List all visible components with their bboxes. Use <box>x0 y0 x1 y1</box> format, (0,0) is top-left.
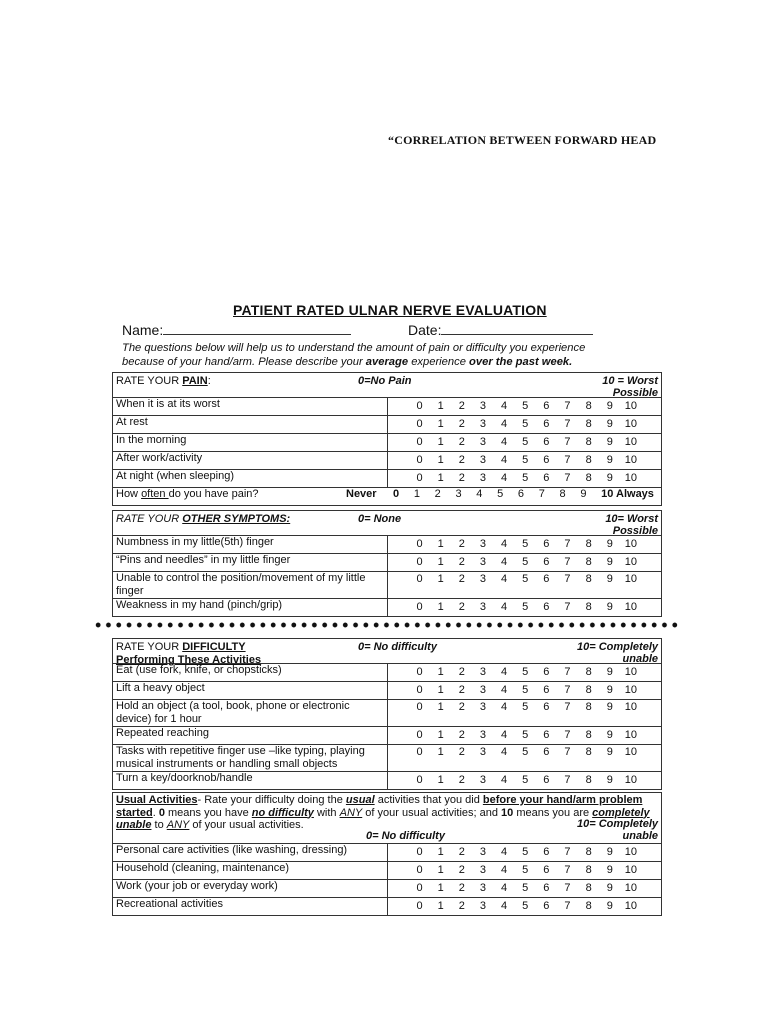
rating-option[interactable]: 5 <box>522 746 529 758</box>
rating-option[interactable]: 10 <box>624 729 638 741</box>
rating-option[interactable]: 2 <box>458 729 465 741</box>
difficulty-rating-scale <box>388 746 662 759</box>
rating-option[interactable]: 1 <box>437 684 444 696</box>
pain-row-label: In the morning <box>113 434 388 452</box>
rating-option[interactable]: 5 <box>522 573 529 585</box>
rating-option[interactable]: 9 <box>606 746 613 758</box>
pain-high-anchor: 10 = Worst Possible <box>602 375 658 399</box>
rating-option[interactable]: 9 <box>606 774 613 786</box>
pain-row <box>113 470 662 488</box>
rating-option[interactable]: 3 <box>479 400 486 412</box>
rating-option[interactable]: 10 <box>624 436 638 448</box>
rating-option[interactable]: 3 <box>479 900 486 912</box>
frequency-option[interactable]: 8 <box>559 488 566 500</box>
rating-option[interactable]: 8 <box>585 573 592 585</box>
rating-option[interactable]: 1 <box>437 418 444 430</box>
symptom-rating-scale <box>388 538 662 551</box>
rating-option[interactable]: 0 <box>416 666 423 678</box>
rating-option[interactable]: 8 <box>585 846 592 858</box>
rating-option[interactable]: 6 <box>543 573 550 585</box>
rating-option[interactable]: 2 <box>458 472 465 484</box>
rating-option[interactable]: 5 <box>522 701 529 713</box>
rating-option[interactable]: 2 <box>458 774 465 786</box>
rating-option[interactable]: 10 <box>624 746 638 758</box>
pain-rating-scale <box>388 472 662 485</box>
rating-option[interactable]: 9 <box>606 666 613 678</box>
rating-option[interactable]: 3 <box>479 601 486 613</box>
rating-option[interactable]: 3 <box>479 746 486 758</box>
rating-option[interactable]: 10 <box>624 472 638 484</box>
rating-option[interactable]: 0 <box>416 418 423 430</box>
rating-option[interactable]: 6 <box>543 601 550 613</box>
rating-option[interactable]: 10 <box>624 454 638 466</box>
rating-option[interactable]: 4 <box>501 454 508 466</box>
rating-option[interactable]: 1 <box>437 436 444 448</box>
frequency-option[interactable]: 7 <box>538 488 545 500</box>
usual-activity-rating-scale <box>388 882 662 895</box>
rating-option[interactable]: 7 <box>564 556 571 568</box>
rating-option[interactable]: 7 <box>564 684 571 696</box>
rating-option[interactable]: 2 <box>458 666 465 678</box>
pain-section <box>112 372 662 506</box>
rating-option[interactable]: 0 <box>416 774 423 786</box>
rating-option[interactable]: 2 <box>458 556 465 568</box>
rating-option[interactable]: 2 <box>458 454 465 466</box>
date-field <box>408 322 593 338</box>
rating-option[interactable]: 6 <box>543 400 550 412</box>
rating-option[interactable]: 8 <box>585 684 592 696</box>
rating-option[interactable]: 9 <box>606 729 613 741</box>
rating-option[interactable]: 7 <box>564 701 571 713</box>
pain-header: RATE YOUR PAIN: 0=No Pain 10 = Worst Possible <box>116 375 658 399</box>
rating-option[interactable]: 0 <box>416 400 423 412</box>
rating-option[interactable]: 9 <box>606 436 613 448</box>
rating-option[interactable]: 8 <box>585 454 592 466</box>
rating-option[interactable]: 10 <box>624 601 638 613</box>
rating-option[interactable]: 9 <box>606 472 613 484</box>
usual-activity-row <box>113 880 662 898</box>
rating-option[interactable]: 7 <box>564 436 571 448</box>
rating-option[interactable]: 1 <box>437 774 444 786</box>
rating-option[interactable]: 8 <box>585 538 592 550</box>
rating-option[interactable]: 1 <box>437 882 444 894</box>
rating-option[interactable]: 0 <box>416 436 423 448</box>
rating-option[interactable]: 9 <box>606 400 613 412</box>
rating-option[interactable]: 1 <box>437 746 444 758</box>
rating-option[interactable]: 3 <box>479 729 486 741</box>
symptom-row <box>113 599 662 617</box>
usual-activity-row-label: Household (cleaning, maintenance) <box>113 862 388 880</box>
rating-option[interactable]: 10 <box>624 701 638 713</box>
rating-option[interactable]: 3 <box>479 774 486 786</box>
rating-option[interactable]: 1 <box>437 729 444 741</box>
rating-option[interactable]: 4 <box>501 573 508 585</box>
rating-option[interactable]: 10 <box>624 882 638 894</box>
rating-option[interactable]: 7 <box>564 418 571 430</box>
rating-option[interactable]: 4 <box>501 746 508 758</box>
frequency-always-option[interactable]: 10 Always <box>601 488 654 500</box>
rating-option[interactable]: 7 <box>564 454 571 466</box>
rating-option[interactable]: 5 <box>522 882 529 894</box>
usual-activity-row <box>113 862 662 880</box>
rating-option[interactable]: 9 <box>606 846 613 858</box>
rating-option[interactable]: 3 <box>479 436 486 448</box>
rating-option[interactable]: 7 <box>564 573 571 585</box>
usual-activity-rating-scale <box>388 846 662 859</box>
date-label: Date: <box>408 322 442 338</box>
rating-option[interactable]: 6 <box>543 701 550 713</box>
rating-option[interactable]: 4 <box>501 882 508 894</box>
rating-option[interactable]: 5 <box>522 666 529 678</box>
rating-option[interactable]: 7 <box>564 746 571 758</box>
usual-activities-section <box>112 792 662 916</box>
rating-option[interactable]: 7 <box>564 601 571 613</box>
rating-option[interactable]: 2 <box>458 684 465 696</box>
rating-option[interactable]: 7 <box>564 864 571 876</box>
rating-option[interactable]: 6 <box>543 472 550 484</box>
pain-low-anchor: 0=No Pain <box>358 375 412 387</box>
rating-option[interactable]: 4 <box>501 701 508 713</box>
symptom-rating-scale <box>388 601 662 614</box>
rating-option[interactable]: 9 <box>606 900 613 912</box>
symptom-row-label: Unable to control the position/movement of my little finger <box>113 572 388 599</box>
frequency-option[interactable]: 0 <box>393 488 400 500</box>
rating-option[interactable]: 1 <box>437 538 444 550</box>
rating-option[interactable]: 8 <box>585 746 592 758</box>
usual-activities-header: Usual Activities- Rate your difficulty doing the usual activities that you did before your hand/arm problem started. 0 means you have no difficulty with ANY of your usual activities; and 10 means you are completely unable to ANY of your usual activities. 0= No difficulty 10= Completely unable <box>116 794 658 842</box>
rating-option[interactable]: 7 <box>564 846 571 858</box>
rating-option[interactable]: 8 <box>585 701 592 713</box>
rating-option[interactable]: 10 <box>624 684 638 696</box>
usual-activity-rating-scale <box>388 900 662 913</box>
document-heading: “CORRELATION BETWEEN FORWARD HEAD <box>388 133 657 147</box>
rating-option[interactable]: 3 <box>479 538 486 550</box>
rating-option[interactable]: 10 <box>624 864 638 876</box>
frequency-option[interactable]: 4 <box>476 488 483 500</box>
rating-option[interactable]: 6 <box>543 666 550 678</box>
symptom-row <box>113 536 662 554</box>
rating-option[interactable]: 1 <box>437 573 444 585</box>
name-input-line[interactable] <box>163 322 351 335</box>
pain-row <box>113 398 662 416</box>
symptom-row-label: “Pins and needles” in my little finger <box>113 554 388 572</box>
rating-option[interactable]: 7 <box>564 400 571 412</box>
rating-option[interactable]: 3 <box>479 418 486 430</box>
rating-option[interactable]: 7 <box>564 729 571 741</box>
rating-option[interactable]: 8 <box>585 436 592 448</box>
rating-option[interactable]: 6 <box>543 684 550 696</box>
rating-option[interactable]: 4 <box>501 684 508 696</box>
difficulty-rating-scale <box>388 774 662 787</box>
rating-option[interactable]: 2 <box>458 436 465 448</box>
rating-option[interactable]: 0 <box>416 573 423 585</box>
intro-line-2: because of your hand/arm. Please describe your average experience over the past week. <box>122 356 573 368</box>
rating-option[interactable]: 9 <box>606 684 613 696</box>
rating-option[interactable]: 10 <box>624 556 638 568</box>
rating-option[interactable]: 0 <box>416 900 423 912</box>
rating-option[interactable]: 4 <box>501 400 508 412</box>
rating-option[interactable]: 4 <box>501 556 508 568</box>
rating-option[interactable]: 3 <box>479 556 486 568</box>
form-title: PATIENT RATED ULNAR NERVE EVALUATION <box>233 302 547 318</box>
rating-option[interactable]: 5 <box>522 774 529 786</box>
rating-option[interactable]: 2 <box>458 900 465 912</box>
difficulty-header: RATE YOUR DIFFICULTY Performing These Activities 0= No difficulty 10= Completely unable <box>116 641 658 666</box>
rating-option[interactable]: 10 <box>624 900 638 912</box>
rating-option[interactable]: 0 <box>416 729 423 741</box>
rating-option[interactable]: 8 <box>585 601 592 613</box>
pain-row-label: At rest <box>113 416 388 434</box>
rating-option[interactable]: 9 <box>606 882 613 894</box>
difficulty-section <box>112 638 662 790</box>
rating-option[interactable]: 1 <box>437 900 444 912</box>
rating-option[interactable]: 0 <box>416 472 423 484</box>
rating-option[interactable]: 1 <box>437 701 444 713</box>
pain-row-label: After work/activity <box>113 452 388 470</box>
rating-option[interactable]: 3 <box>479 472 486 484</box>
symptom-rating-scale <box>388 573 662 586</box>
rating-option[interactable]: 3 <box>479 666 486 678</box>
rating-option[interactable]: 10 <box>624 418 638 430</box>
symptoms-header: RATE YOUR OTHER SYMPTOMS: 0= None 10= Worst Possible <box>116 513 658 537</box>
rating-option[interactable]: 2 <box>458 746 465 758</box>
rating-option[interactable]: 5 <box>522 538 529 550</box>
symptom-row-label: Numbness in my little(5th) finger <box>113 536 388 554</box>
rating-option[interactable]: 0 <box>416 746 423 758</box>
rating-option[interactable]: 5 <box>522 684 529 696</box>
rating-option[interactable]: 7 <box>564 472 571 484</box>
rating-option[interactable]: 4 <box>501 538 508 550</box>
rating-option[interactable]: 8 <box>585 472 592 484</box>
pain-row-label: At night (when sleeping) <box>113 470 388 488</box>
rating-option[interactable]: 0 <box>416 882 423 894</box>
rating-option[interactable]: 6 <box>543 882 550 894</box>
difficulty-rating-scale <box>388 701 662 714</box>
usual-activity-row <box>113 898 662 916</box>
rating-option[interactable]: 1 <box>437 454 444 466</box>
rating-option[interactable]: 0 <box>416 556 423 568</box>
rating-option[interactable]: 9 <box>606 454 613 466</box>
rating-option[interactable]: 0 <box>416 864 423 876</box>
rating-option[interactable]: 4 <box>501 729 508 741</box>
rating-option[interactable]: 10 <box>624 774 638 786</box>
rating-option[interactable]: 10 <box>624 538 638 550</box>
rating-option[interactable]: 6 <box>543 556 550 568</box>
rating-option[interactable]: 9 <box>606 538 613 550</box>
usual-activity-row-label: Recreational activities <box>113 898 388 916</box>
difficulty-row-label: Turn a key/doorknob/handle <box>113 772 388 790</box>
rating-option[interactable]: 4 <box>501 900 508 912</box>
rating-option[interactable]: 0 <box>416 454 423 466</box>
name-field <box>122 322 351 338</box>
rating-option[interactable]: 2 <box>458 701 465 713</box>
pain-row-label: When it is at its worst <box>113 398 388 416</box>
rating-option[interactable]: 4 <box>501 601 508 613</box>
usual-activity-rating-scale <box>388 864 662 877</box>
difficulty-row <box>113 700 662 727</box>
frequency-option[interactable]: 6 <box>517 488 524 500</box>
rating-option[interactable]: 8 <box>585 556 592 568</box>
pain-rating-scale <box>388 418 662 431</box>
rating-option[interactable]: 10 <box>624 400 638 412</box>
rating-option[interactable]: 0 <box>416 701 423 713</box>
rating-option[interactable]: 10 <box>624 666 638 678</box>
name-label: Name: <box>122 322 164 338</box>
frequency-option[interactable]: 5 <box>497 488 504 500</box>
rating-option[interactable]: 4 <box>501 846 508 858</box>
rating-option[interactable]: 3 <box>479 864 486 876</box>
difficulty-row-label: Hold an object (a tool, book, phone or electronic device) for 1 hour <box>113 700 388 727</box>
pain-row <box>113 452 662 470</box>
rating-option[interactable]: 5 <box>522 400 529 412</box>
rating-option[interactable]: 9 <box>606 864 613 876</box>
date-input-line[interactable] <box>441 322 593 335</box>
rating-option[interactable]: 4 <box>501 864 508 876</box>
difficulty-row <box>113 745 662 772</box>
rating-option[interactable]: 3 <box>479 573 486 585</box>
rating-option[interactable]: 2 <box>458 400 465 412</box>
rating-option[interactable]: 1 <box>437 556 444 568</box>
difficulty-rating-scale <box>388 684 662 697</box>
rating-option[interactable]: 5 <box>522 846 529 858</box>
rating-option[interactable]: 4 <box>501 666 508 678</box>
rating-option[interactable]: 1 <box>437 666 444 678</box>
rating-option[interactable]: 9 <box>606 601 613 613</box>
pain-rating-scale <box>388 400 662 413</box>
rating-option[interactable]: 8 <box>585 729 592 741</box>
rating-option[interactable]: 5 <box>522 454 529 466</box>
rating-option[interactable]: 2 <box>458 882 465 894</box>
rating-option[interactable]: 7 <box>564 774 571 786</box>
rating-option[interactable]: 2 <box>458 538 465 550</box>
pain-frequency-row: How often do you have pain? Never 0 1 2 3 4 5 6 7 8 9 10 Always <box>113 488 662 506</box>
rating-option[interactable]: 0 <box>416 684 423 696</box>
rating-option[interactable]: 9 <box>606 556 613 568</box>
symptom-rating-scale <box>388 556 662 569</box>
difficulty-row-label: Lift a heavy object <box>113 682 388 700</box>
rating-option[interactable]: 5 <box>522 418 529 430</box>
pain-row <box>113 416 662 434</box>
frequency-option[interactable]: 1 <box>413 488 420 500</box>
difficulty-rating-scale <box>388 666 662 679</box>
rating-option[interactable]: 7 <box>564 900 571 912</box>
rating-option[interactable]: 3 <box>479 701 486 713</box>
rating-option[interactable]: 8 <box>585 418 592 430</box>
symptom-row <box>113 572 662 599</box>
symptom-row <box>113 554 662 572</box>
rating-option[interactable]: 7 <box>564 882 571 894</box>
rating-option[interactable]: 1 <box>437 472 444 484</box>
rating-option[interactable]: 6 <box>543 900 550 912</box>
rating-option[interactable]: 6 <box>543 418 550 430</box>
difficulty-row <box>113 682 662 700</box>
rating-option[interactable]: 2 <box>458 601 465 613</box>
rating-option[interactable]: 4 <box>501 472 508 484</box>
rating-option[interactable]: 0 <box>416 846 423 858</box>
rating-option[interactable]: 5 <box>522 436 529 448</box>
rating-option[interactable]: 0 <box>416 538 423 550</box>
rating-option[interactable]: 5 <box>522 472 529 484</box>
rating-option[interactable]: 1 <box>437 601 444 613</box>
rating-option[interactable]: 6 <box>543 774 550 786</box>
rating-option[interactable]: 3 <box>479 846 486 858</box>
rating-option[interactable]: 4 <box>501 436 508 448</box>
difficulty-row-label: Eat (use fork, knife, or chopsticks) <box>113 664 388 682</box>
rating-option[interactable]: 2 <box>458 846 465 858</box>
rating-option[interactable]: 0 <box>416 601 423 613</box>
rating-option[interactable]: 9 <box>606 573 613 585</box>
rating-option[interactable]: 1 <box>437 846 444 858</box>
difficulty-row <box>113 772 662 790</box>
rating-option[interactable]: 7 <box>564 538 571 550</box>
rating-option[interactable]: 3 <box>479 684 486 696</box>
rating-option[interactable]: 2 <box>458 573 465 585</box>
rating-option[interactable]: 5 <box>522 864 529 876</box>
rating-option[interactable]: 2 <box>458 864 465 876</box>
rating-option[interactable]: 5 <box>522 556 529 568</box>
instructions <box>122 341 662 369</box>
pain-row <box>113 434 662 452</box>
rating-option[interactable]: 10 <box>624 573 638 585</box>
intro-line-1: The questions below will help us to understand the amount of pain or difficulty you experience <box>122 342 586 354</box>
rating-option[interactable]: 10 <box>624 846 638 858</box>
rating-option[interactable]: 5 <box>522 601 529 613</box>
rating-option[interactable]: 6 <box>543 729 550 741</box>
difficulty-row <box>113 727 662 745</box>
difficulty-rating-scale <box>388 729 662 742</box>
pain-rating-scale <box>388 454 662 467</box>
rating-option[interactable]: 5 <box>522 729 529 741</box>
rating-option[interactable]: 7 <box>564 666 571 678</box>
rating-option[interactable]: 8 <box>585 400 592 412</box>
frequency-option[interactable]: 9 <box>580 488 587 500</box>
rating-option[interactable]: 9 <box>606 701 613 713</box>
usual-activity-row <box>113 844 662 862</box>
pain-rating-scale <box>388 436 662 449</box>
rating-option[interactable]: 4 <box>501 418 508 430</box>
rating-option[interactable]: 6 <box>543 846 550 858</box>
usual-activity-row-label: Personal care activities (like washing, dressing) <box>113 844 388 862</box>
rating-option[interactable]: 6 <box>543 454 550 466</box>
rating-option[interactable]: 1 <box>437 400 444 412</box>
rating-option[interactable]: 5 <box>522 900 529 912</box>
rating-option[interactable]: 6 <box>543 746 550 758</box>
symptom-row-label: Weakness in my hand (pinch/grip) <box>113 599 388 617</box>
rating-option[interactable]: 8 <box>585 864 592 876</box>
dotted-divider <box>93 621 678 629</box>
rating-option[interactable]: 2 <box>458 418 465 430</box>
rating-option[interactable]: 8 <box>585 900 592 912</box>
frequency-option[interactable]: 2 <box>434 488 441 500</box>
rating-option[interactable]: 9 <box>606 418 613 430</box>
rating-option[interactable]: 6 <box>543 864 550 876</box>
frequency-option[interactable]: 3 <box>455 488 462 500</box>
difficulty-row-label: Repeated reaching <box>113 727 388 745</box>
rating-option[interactable]: 6 <box>543 538 550 550</box>
rating-option[interactable]: 1 <box>437 864 444 876</box>
symptoms-section <box>112 510 662 617</box>
rating-option[interactable]: 4 <box>501 774 508 786</box>
usual-activity-row-label: Work (your job or everyday work) <box>113 880 388 898</box>
rating-option[interactable]: 6 <box>543 436 550 448</box>
rating-option[interactable]: 3 <box>479 882 486 894</box>
difficulty-row-label: Tasks with repetitive finger use –like typing, playing musical instruments or handling small objects <box>113 745 388 772</box>
rating-option[interactable]: 8 <box>585 774 592 786</box>
rating-option[interactable]: 8 <box>585 882 592 894</box>
rating-option[interactable]: 8 <box>585 666 592 678</box>
rating-option[interactable]: 3 <box>479 454 486 466</box>
